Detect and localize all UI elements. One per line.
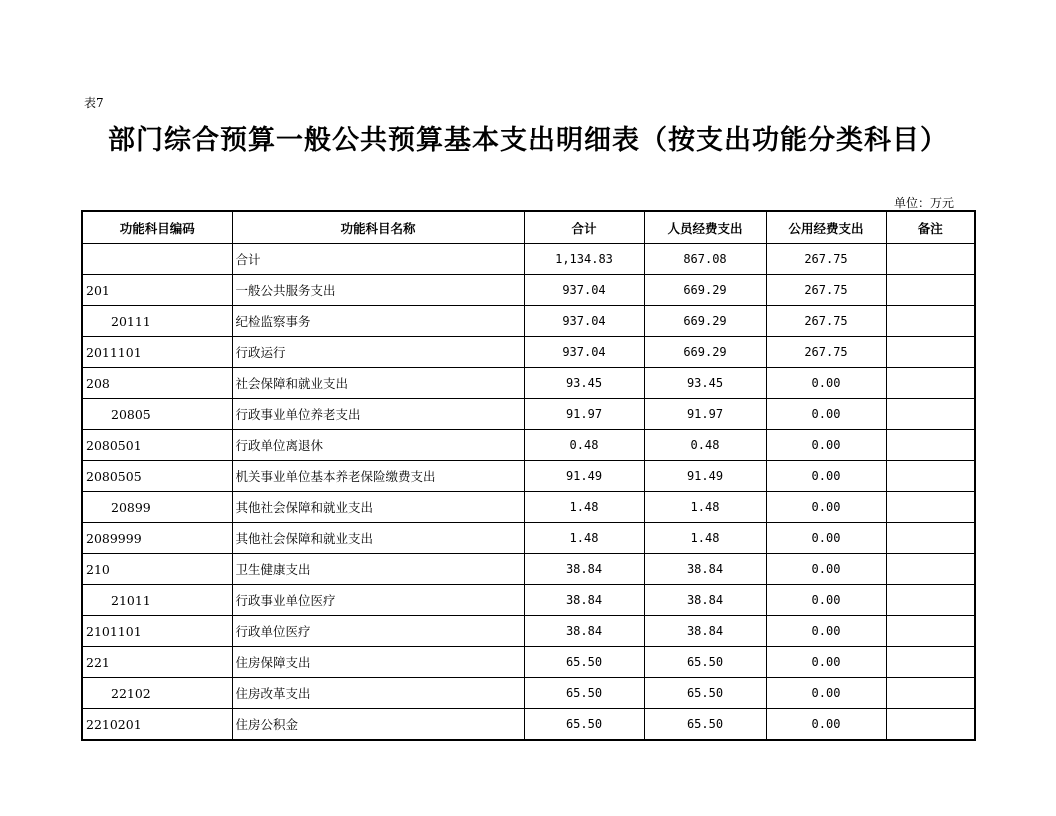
cell-total: 38.84 [524,554,644,585]
cell-total: 1.48 [524,523,644,554]
table-row [82,368,975,399]
cell-personnel: 1.48 [644,523,766,554]
cell-code: 210 [82,554,232,585]
page-title: 部门综合预算一般公共预算基本支出明细表（按支出功能分类科目） [108,125,948,156]
cell-code: 22102 [82,678,232,709]
cell-public: 267.75 [766,306,886,337]
cell-note [886,554,975,585]
cell-personnel: 65.50 [644,709,766,741]
cell-note [886,461,975,492]
cell-note [886,585,975,616]
cell-note [886,368,975,399]
cell-total: 65.50 [524,709,644,741]
cell-personnel: 867.08 [644,244,766,275]
cell-name: 住房保障支出 [232,647,524,678]
cell-name: 机关事业单位基本养老保险缴费支出 [232,461,524,492]
cell-code: 20805 [82,399,232,430]
cell-public: 0.00 [766,709,886,741]
cell-note [886,678,975,709]
cell-personnel: 669.29 [644,275,766,306]
table-body [82,244,975,741]
cell-public: 0.00 [766,678,886,709]
cell-total: 91.49 [524,461,644,492]
cell-personnel: 91.49 [644,461,766,492]
cell-name: 卫生健康支出 [232,554,524,585]
cell-personnel: 1.48 [644,492,766,523]
table-row [82,337,975,368]
column-header-public: 公用经费支出 [766,211,886,244]
cell-public: 0.00 [766,554,886,585]
cell-public: 0.00 [766,647,886,678]
cell-total: 38.84 [524,616,644,647]
column-header-personnel: 人员经费支出 [644,211,766,244]
cell-name: 其他社会保障和就业支出 [232,523,524,554]
cell-personnel: 93.45 [644,368,766,399]
cell-code: 201 [82,275,232,306]
table-row [82,492,975,523]
cell-total: 937.04 [524,337,644,368]
cell-public: 0.00 [766,523,886,554]
cell-code: 208 [82,368,232,399]
table-number-label: 表7 [84,96,104,110]
cell-code: 221 [82,647,232,678]
cell-name: 合计 [232,244,524,275]
cell-name: 住房改革支出 [232,678,524,709]
cell-total: 937.04 [524,306,644,337]
table-row [82,585,975,616]
table-row [82,554,975,585]
cell-code: 20111 [82,306,232,337]
cell-name: 行政运行 [232,337,524,368]
cell-total: 38.84 [524,585,644,616]
cell-note [886,647,975,678]
table-header-row [82,211,975,244]
cell-note [886,709,975,741]
cell-public: 0.00 [766,585,886,616]
cell-public: 267.75 [766,337,886,368]
cell-personnel: 0.48 [644,430,766,461]
cell-note [886,337,975,368]
column-header-code: 功能科目编码 [82,211,232,244]
cell-public: 0.00 [766,492,886,523]
cell-name: 行政事业单位养老支出 [232,399,524,430]
table-row [82,275,975,306]
cell-name: 住房公积金 [232,709,524,741]
cell-note [886,523,975,554]
table-row [82,461,975,492]
table-row [82,523,975,554]
cell-personnel: 38.84 [644,585,766,616]
cell-code: 2210201 [82,709,232,741]
cell-total: 0.48 [524,430,644,461]
cell-name: 行政事业单位医疗 [232,585,524,616]
cell-public: 267.75 [766,275,886,306]
column-header-name: 功能科目名称 [232,211,524,244]
cell-personnel: 38.84 [644,554,766,585]
cell-total: 1.48 [524,492,644,523]
cell-code: 2080505 [82,461,232,492]
cell-note [886,275,975,306]
cell-note [886,492,975,523]
cell-code: 20899 [82,492,232,523]
cell-public: 0.00 [766,368,886,399]
cell-note [886,244,975,275]
column-header-total: 合计 [524,211,644,244]
cell-public: 267.75 [766,244,886,275]
cell-personnel: 65.50 [644,647,766,678]
cell-public: 0.00 [766,461,886,492]
table-row [82,399,975,430]
cell-code: 2080501 [82,430,232,461]
table-row [82,616,975,647]
cell-total: 937.04 [524,275,644,306]
table-row [82,678,975,709]
table-row [82,244,975,275]
cell-name: 行政单位医疗 [232,616,524,647]
table-row [82,430,975,461]
cell-name: 社会保障和就业支出 [232,368,524,399]
table-row [82,647,975,678]
cell-personnel: 65.50 [644,678,766,709]
cell-personnel: 91.97 [644,399,766,430]
cell-total: 65.50 [524,647,644,678]
cell-code: 2101101 [82,616,232,647]
expenditure-table [81,210,976,741]
cell-public: 0.00 [766,430,886,461]
cell-total: 91.97 [524,399,644,430]
cell-note [886,306,975,337]
cell-personnel: 669.29 [644,306,766,337]
cell-code [82,244,232,275]
table-row [82,709,975,741]
cell-public: 0.00 [766,616,886,647]
cell-public: 0.00 [766,399,886,430]
unit-label: 单位：万元 [893,196,954,210]
cell-name: 其他社会保障和就业支出 [232,492,524,523]
cell-name: 行政单位离退休 [232,430,524,461]
cell-total: 65.50 [524,678,644,709]
cell-note [886,430,975,461]
cell-total: 1,134.83 [524,244,644,275]
cell-note [886,399,975,430]
cell-personnel: 38.84 [644,616,766,647]
cell-total: 93.45 [524,368,644,399]
column-header-note: 备注 [886,211,975,244]
cell-code: 21011 [82,585,232,616]
cell-note [886,616,975,647]
cell-code: 2011101 [82,337,232,368]
cell-personnel: 669.29 [644,337,766,368]
cell-name: 一般公共服务支出 [232,275,524,306]
table-row [82,306,975,337]
cell-name: 纪检监察事务 [232,306,524,337]
cell-code: 2089999 [82,523,232,554]
